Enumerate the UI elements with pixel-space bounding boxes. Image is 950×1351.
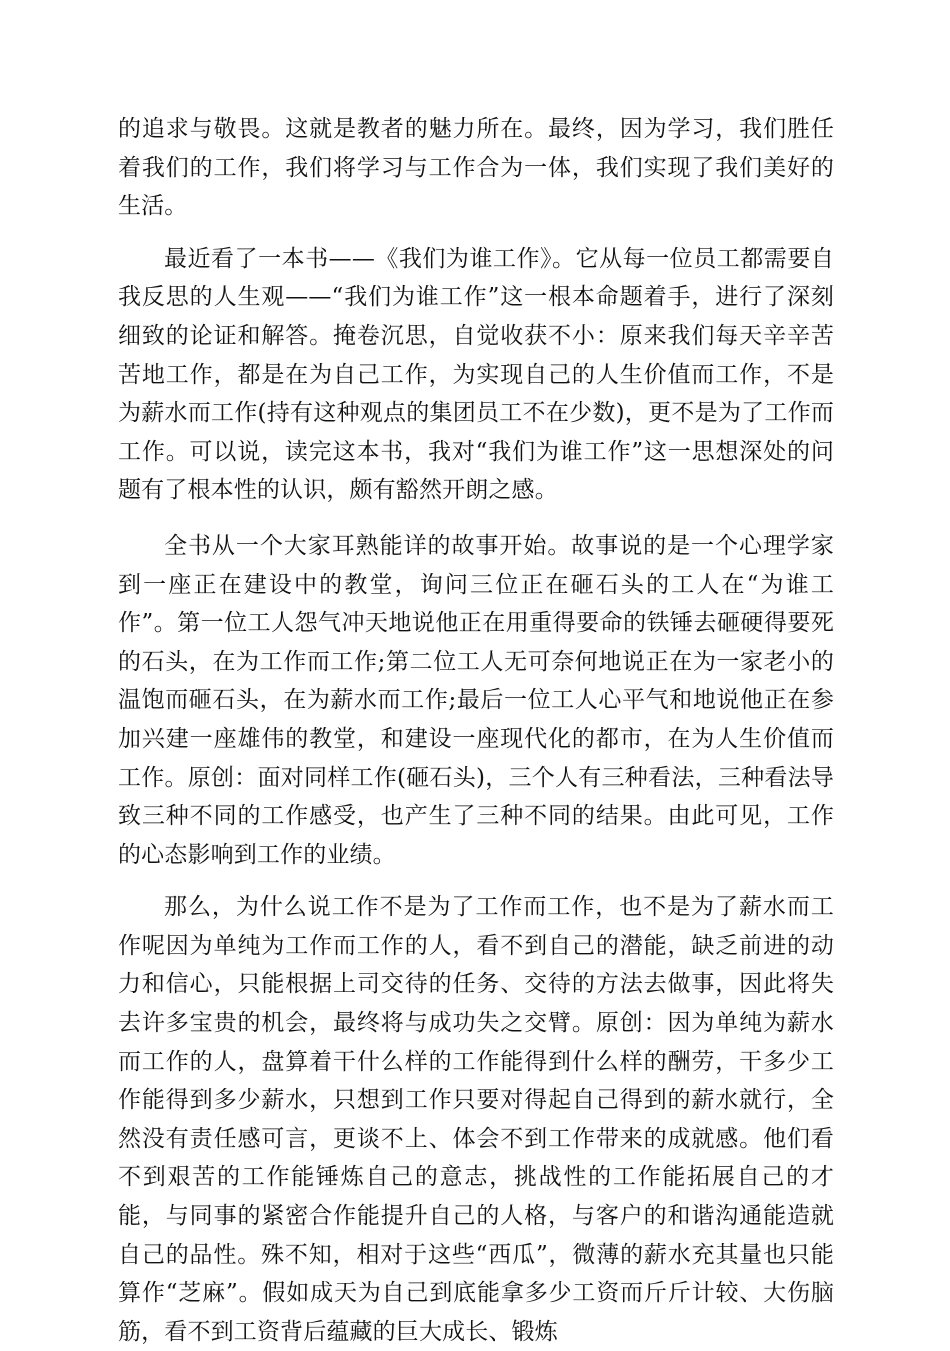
- document-body: [118, 110, 834, 1351]
- paragraph-2: 最近看了一本书——《我们为谁工作》。它从每一位员工都需要自我反思的人生观——“我们为谁工作”这一根本命题着手，进行了深刻细致的论证和解答。掩卷沉思，自觉收获不小：原来我们每天辛辛苦苦地工作，都是在为自己工作，为实现自己的人生价值而工作，不是为薪水而工作(持有这种观点的集团员工不在少数)，更不是为了工作而工作。可以说，读完这本书，我对“我们为谁工作”这一思想深处的问题有了根本性的认识，颇有豁然开朗之感。: [118, 245, 834, 504]
- paragraph-4: 那么，为什么说工作不是为了工作而工作，也不是为了薪水而工作呢因为单纯为工作而工作的人，看不到自己的潜能，缺乏前进的动力和信心，只能根据上司交待的任务、交待的方法去做事，因此将失去许多宝贵的机会，最终将与成功失之交臂。原创：因为单纯为薪水而工作的人，盘算着干什么样的工作能得到什么样的酬劳，干多少工作能得到多少薪水，只想到工作只要对得起自己得到的薪水就行，全然没有责任感可言，更谈不上、体会不到工作带来的成就感。他们看不到艰苦的工作能锤炼自己的意志，挑战性的工作能拓展自己的才能，与同事的紧密合作能提升自己的人格，与客户的和谐沟通能造就自己的品性。殊不知，相对于这些“西瓜”，微薄的薪水充其量也只能算作“芝麻”。假如成天为自己到底能拿多少工资而斤斤计较、大伤脑筋，看不到工资背后蕴藏的巨大成长、锻炼: [118, 894, 834, 1345]
- paragraph-1: 的追求与敬畏。这就是教者的魅力所在。最终，因为学习，我们胜任着我们的工作，我们将学习与工作合为一体，我们实现了我们美好的生活。: [118, 116, 834, 220]
- paragraph-3: 全书从一个大家耳熟能详的故事开始。故事说的是一个心理学家到一座正在建设中的教堂，询问三位正在砸石头的工人在“为谁工作”。第一位工人怨气冲天地说他正在用重得要命的铁锤去砸硬得要死的石头，在为工作而工作;第二位工人无可奈何地说正在为一家老小的温饱而砸石头，在为薪水而工作;最后一位工人心平气和地说他正在参加兴建一座雄伟的教堂，和建设一座现代化的都市，在为人生价值而工作。原创：面对同样工作(砸石头)，三个人有三种看法，三种看法导致三种不同的工作感受，也产生了三种不同的结果。由此可见，工作的心态影响到工作的业绩。: [118, 532, 834, 868]
